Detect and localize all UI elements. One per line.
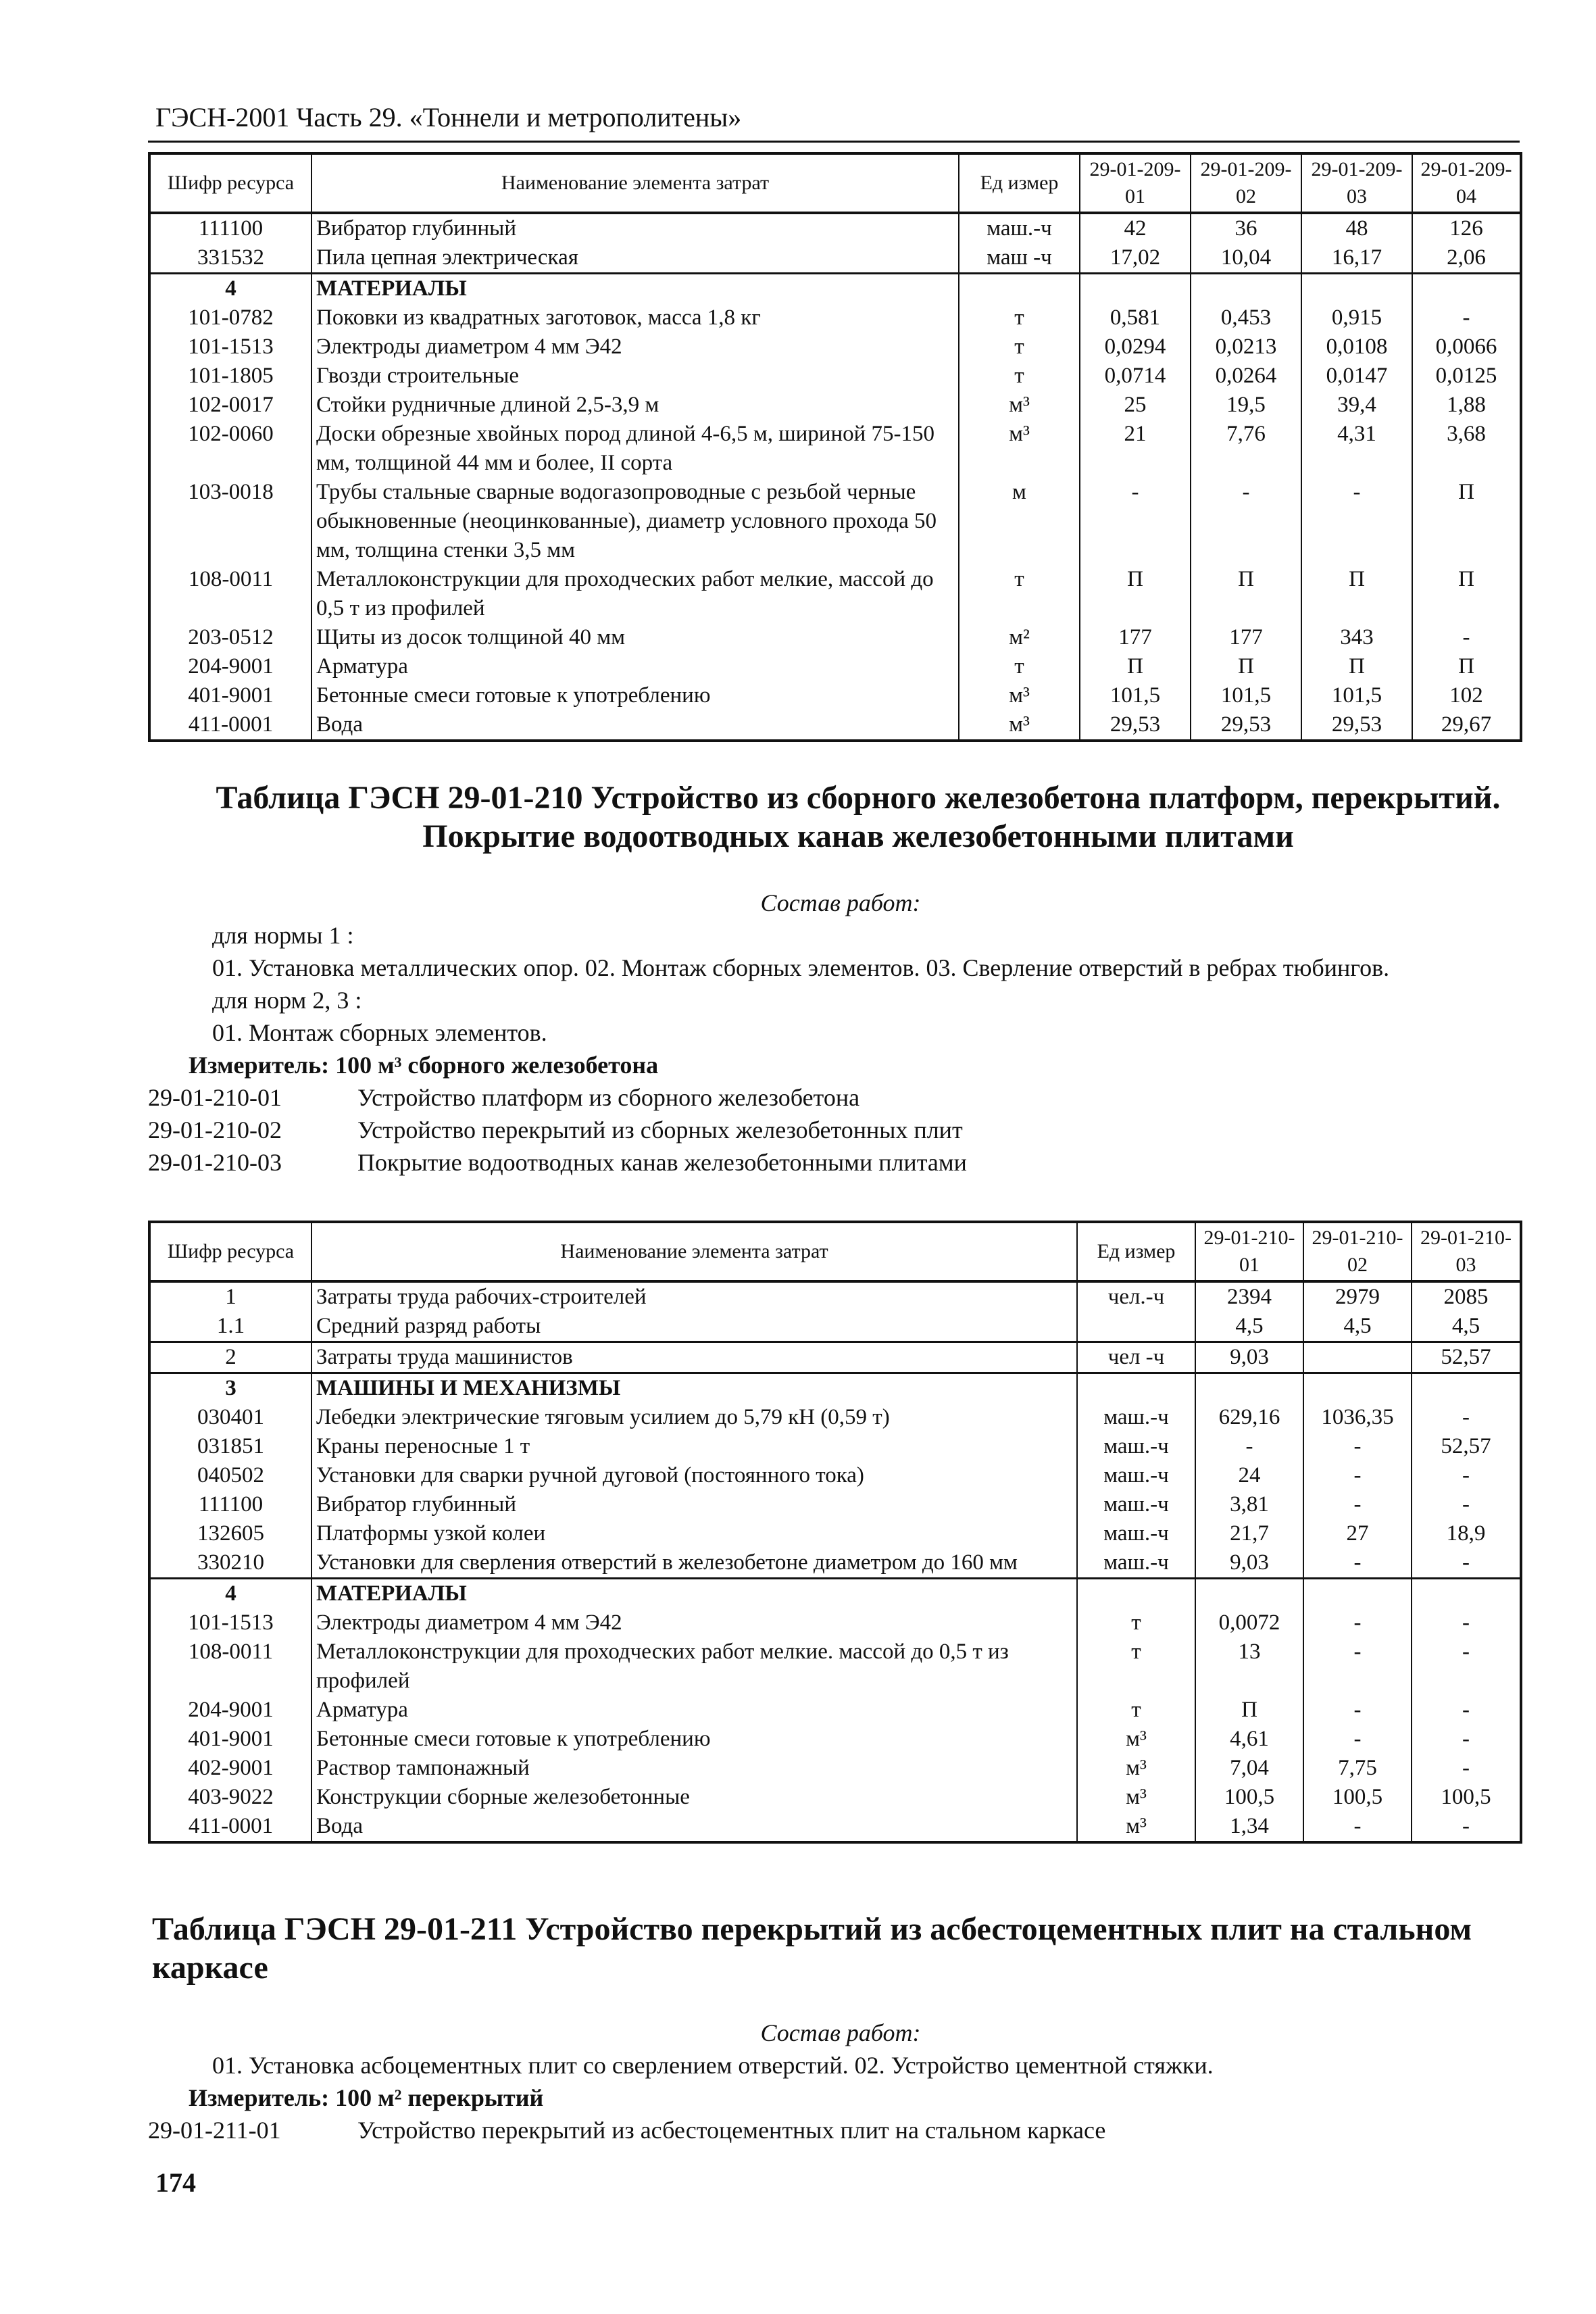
unit: м³ — [959, 681, 1080, 710]
norm-value: - — [1303, 1548, 1412, 1579]
norm-value: 1036,35 — [1303, 1403, 1412, 1432]
column-header: Наименование элемента затрат — [311, 153, 959, 213]
unit — [1077, 1312, 1195, 1342]
column-header: Ед измер — [959, 153, 1080, 213]
table-row — [149, 1432, 1521, 1461]
norm-value: 100,5 — [1195, 1783, 1303, 1812]
table-title-29-01-211: Таблица ГЭСН 29-01-211 Устройство перекрытий из асбестоцементных плит на стальном каркасе — [152, 1911, 1472, 1986]
cost-element-name: Бетонные смеси готовые к употреблению — [311, 1725, 1077, 1754]
work-text: 01. Установка асбоцементных плит со сверлением отверстий. 02. Устройство цементной стяжки. — [212, 2052, 1214, 2079]
norm-value: 2,06 — [1412, 243, 1521, 274]
column-header: 29-01-209-04 — [1412, 153, 1521, 213]
norm-value: 4,61 — [1195, 1725, 1303, 1754]
resource-code: 101-1513 — [149, 1608, 311, 1638]
unit: маш.-ч — [959, 213, 1080, 243]
norm-value — [1303, 1342, 1412, 1373]
norm-value: 9,03 — [1195, 1548, 1303, 1579]
section-29-01-210-description — [148, 887, 1533, 1179]
column-header: 29-01-210-03 — [1412, 1222, 1521, 1281]
norm-value: 0,0714 — [1080, 362, 1191, 391]
norm-value — [1195, 1373, 1303, 1404]
unit: т — [959, 565, 1080, 623]
column-header: 29-01-210-01 — [1195, 1222, 1303, 1281]
table-29-01-210 — [148, 1221, 1522, 1844]
table-row — [149, 478, 1521, 565]
resource-code: 4 — [149, 1579, 311, 1609]
header-row — [149, 153, 1521, 213]
table-row — [149, 1461, 1521, 1490]
table-row — [149, 1725, 1521, 1754]
unit: м³ — [1077, 1754, 1195, 1783]
table-row — [149, 1342, 1521, 1373]
norm-value: 21 — [1080, 420, 1191, 478]
column-header: 29-01-210-02 — [1303, 1222, 1412, 1281]
norm-value: 0,915 — [1301, 303, 1412, 333]
norm-value: П — [1191, 652, 1301, 681]
norm-value: 0,0066 — [1412, 333, 1521, 362]
table-row — [149, 1608, 1521, 1638]
cost-element-name: Затраты труда рабочих-строителей — [311, 1281, 1077, 1312]
table-row — [149, 420, 1521, 478]
norm-value: 101,5 — [1301, 681, 1412, 710]
section-heading-row — [149, 1373, 1521, 1404]
norm-name: Устройство перекрытий из сборных железобетонных плит — [357, 1116, 963, 1143]
norm-code: 29-01-210-02 — [148, 1116, 282, 1143]
resource-code: 031851 — [149, 1432, 311, 1461]
norm-value — [1412, 274, 1521, 304]
cost-element-name: Установки для сверления отверстий в железобетоне диаметром до 160 мм — [311, 1548, 1077, 1579]
norm-value: 343 — [1301, 623, 1412, 652]
norm-value: 4,5 — [1412, 1312, 1521, 1342]
norm-value: 100,5 — [1412, 1783, 1521, 1812]
section-heading-row — [149, 274, 1521, 304]
table-row — [149, 391, 1521, 420]
column-header: Наименование элемента затрат — [311, 1222, 1077, 1281]
norm-value — [1191, 274, 1301, 304]
norm-value: 24 — [1195, 1461, 1303, 1490]
resource-code: 411-0001 — [149, 1812, 311, 1842]
resource-code: 111100 — [149, 1490, 311, 1519]
resource-code: 1.1 — [149, 1312, 311, 1342]
unit: м³ — [1077, 1783, 1195, 1812]
norm-value: 17,02 — [1080, 243, 1191, 274]
cost-element-name: Трубы стальные сварные водогазопроводные с резьбой черные обыкновенные (неоцинкованные), диаметр условного прохода 50 мм, толщина стенки 3,5 мм — [311, 478, 959, 565]
unit: м³ — [959, 420, 1080, 478]
unit: м³ — [1077, 1812, 1195, 1842]
section-heading-row — [149, 1579, 1521, 1609]
norm-value: - — [1303, 1696, 1412, 1725]
resource-code: 102-0060 — [149, 420, 311, 478]
norm-value: 4,31 — [1301, 420, 1412, 478]
norm-value: 2979 — [1303, 1281, 1412, 1312]
norm-value: - — [1303, 1638, 1412, 1696]
resource-code: 111100 — [149, 213, 311, 243]
norm-value: 39,4 — [1301, 391, 1412, 420]
resource-code: 103-0018 — [149, 478, 311, 565]
norm23-text: 01. Монтаж сборных элементов. — [212, 1019, 547, 1046]
norm-name: Покрытие водоотводных канав железобетонными плитами — [357, 1149, 967, 1176]
column-header: 29-01-209-03 — [1301, 153, 1412, 213]
cost-element-name: Пила цепная электрическая — [311, 243, 959, 274]
norm-value: - — [1412, 1490, 1521, 1519]
unit: т — [959, 333, 1080, 362]
norm1-label: для нормы 1 : — [212, 922, 354, 949]
norm-code: 29-01-210-03 — [148, 1149, 282, 1176]
table-row — [149, 1754, 1521, 1783]
cost-element-name: Арматура — [311, 652, 959, 681]
table-row — [149, 243, 1521, 274]
unit: маш.-ч — [1077, 1519, 1195, 1548]
norm-value: 0,0108 — [1301, 333, 1412, 362]
table-row — [149, 213, 1521, 243]
resource-code: 108-0011 — [149, 1638, 311, 1696]
cost-element-name: Арматура — [311, 1696, 1077, 1725]
cost-element-name: Платформы узкой колеи — [311, 1519, 1077, 1548]
norm-value: 101,5 — [1191, 681, 1301, 710]
table-row — [149, 652, 1521, 681]
norm-value: 52,57 — [1412, 1432, 1521, 1461]
norm-value: 7,76 — [1191, 420, 1301, 478]
table-row — [149, 1783, 1521, 1812]
cost-element-name: Металлоконструкции для проходческих работ мелкие. массой до 0,5 т из профилей — [311, 1638, 1077, 1696]
unit: м — [959, 478, 1080, 565]
cost-element-name: Электроды диаметром 4 мм Э42 — [311, 1608, 1077, 1638]
cost-element-name: Вода — [311, 1812, 1077, 1842]
table-row — [149, 623, 1521, 652]
norm-value: 0,0125 — [1412, 362, 1521, 391]
resource-code: 132605 — [149, 1519, 311, 1548]
norm-value: 7,75 — [1303, 1754, 1412, 1783]
column-header: Шифр ресурса — [149, 153, 311, 213]
running-header: ГЭСН-2001 Часть 29. «Тоннели и метрополитены» — [155, 102, 742, 132]
norm-value: 3,68 — [1412, 420, 1521, 478]
norm-value: - — [1412, 623, 1521, 652]
cost-element-name: Металлоконструкции для проходческих работ мелкие, массой до 0,5 т из профилей — [311, 565, 959, 623]
cost-element-name: Доски обрезные хвойных пород длиной 4-6,5 м, шириной 75-150 мм, толщиной 44 мм и более, II сорта — [311, 420, 959, 478]
resource-code: 040502 — [149, 1461, 311, 1490]
norm-value: 27 — [1303, 1519, 1412, 1548]
norm-value: - — [1303, 1725, 1412, 1754]
norm-value: - — [1412, 1638, 1521, 1696]
norm-value: 0,0213 — [1191, 333, 1301, 362]
page-number: 174 — [155, 2167, 196, 2198]
norm-value: 2085 — [1412, 1281, 1521, 1312]
section-29-01-211-description — [148, 2017, 1533, 2146]
norm-value: 9,03 — [1195, 1342, 1303, 1373]
unit: т — [959, 652, 1080, 681]
cost-element-name: Вибратор глубинный — [311, 213, 959, 243]
norm-value: 0,0264 — [1191, 362, 1301, 391]
resource-code: 204-9001 — [149, 1696, 311, 1725]
norm-value — [1080, 274, 1191, 304]
norm-value: - — [1412, 1608, 1521, 1638]
column-header: Шифр ресурса — [149, 1222, 311, 1281]
resource-code: 401-9001 — [149, 1725, 311, 1754]
norm-value — [1412, 1373, 1521, 1404]
norm-value: П — [1412, 478, 1521, 565]
norm1-text: 01. Установка металлических опор. 02. Монтаж сборных элементов. 03. Сверление отверстий в ребрах тюбингов. — [212, 954, 1390, 981]
unit: маш.-ч — [1077, 1403, 1195, 1432]
unit: т — [959, 303, 1080, 333]
norm-value: П — [1301, 652, 1412, 681]
unit — [1077, 1373, 1195, 1404]
norm-value: 629,16 — [1195, 1403, 1303, 1432]
resource-code: 411-0001 — [149, 710, 311, 741]
norm-value: 25 — [1080, 391, 1191, 420]
norm-value: П — [1191, 565, 1301, 623]
norm-item — [148, 1114, 1533, 1146]
norm-value: - — [1412, 1548, 1521, 1579]
norm-value: 52,57 — [1412, 1342, 1521, 1373]
cost-element-name: Электроды диаметром 4 мм Э42 — [311, 333, 959, 362]
norm-value: П — [1301, 565, 1412, 623]
norm-value: 102 — [1412, 681, 1521, 710]
resource-code: 4 — [149, 274, 311, 304]
norm-value: - — [1195, 1432, 1303, 1461]
resource-code: 1 — [149, 1281, 311, 1312]
norm23-label: для норм 2, 3 : — [212, 987, 362, 1014]
unit: м³ — [959, 710, 1080, 741]
resource-code: 101-1805 — [149, 362, 311, 391]
column-header: 29-01-209-02 — [1191, 153, 1301, 213]
norm-value: - — [1412, 1461, 1521, 1490]
table-row — [149, 333, 1521, 362]
norm-value: 126 — [1412, 213, 1521, 243]
cost-element-name: Бетонные смеси готовые к употреблению — [311, 681, 959, 710]
table-row — [149, 681, 1521, 710]
cost-element-name: Лебедки электрические тяговым усилием до 5,79 кН (0,59 т) — [311, 1403, 1077, 1432]
resource-code: 2 — [149, 1342, 311, 1373]
cost-element-name: Средний разряд работы — [311, 1312, 1077, 1342]
table-row — [149, 303, 1521, 333]
resource-code: 101-0782 — [149, 303, 311, 333]
norm-value: 19,5 — [1191, 391, 1301, 420]
unit: маш.-ч — [1077, 1432, 1195, 1461]
norm-value: П — [1195, 1696, 1303, 1725]
resource-code: 3 — [149, 1373, 311, 1404]
header-row — [149, 1222, 1521, 1281]
table-row — [149, 1312, 1521, 1342]
norm-value: 0,581 — [1080, 303, 1191, 333]
norm-value: 16,17 — [1301, 243, 1412, 274]
norm-item — [148, 1081, 1533, 1114]
cost-element-name: Гвозди строительные — [311, 362, 959, 391]
unit: маш -ч — [959, 243, 1080, 274]
norm-item — [148, 1146, 1533, 1179]
cost-element-name: МАТЕРИАЛЫ — [311, 274, 959, 304]
cost-element-name: Конструкции сборные железобетонные — [311, 1783, 1077, 1812]
norm-value — [1412, 1579, 1521, 1609]
resource-code: 402-9001 — [149, 1754, 311, 1783]
unit: чел -ч — [1077, 1342, 1195, 1373]
resource-code: 030401 — [149, 1403, 311, 1432]
unit: т — [959, 362, 1080, 391]
column-header: 29-01-209-01 — [1080, 153, 1191, 213]
norm-value — [1303, 1579, 1412, 1609]
unit — [1077, 1579, 1195, 1609]
norm-value: 42 — [1080, 213, 1191, 243]
unit: м³ — [1077, 1725, 1195, 1754]
norm-value: 0,0147 — [1301, 362, 1412, 391]
norm-value: П — [1080, 565, 1191, 623]
unit: т — [1077, 1608, 1195, 1638]
resource-code: 108-0011 — [149, 565, 311, 623]
norm-value: 0,0294 — [1080, 333, 1191, 362]
norm-name: Устройство перекрытий из асбестоцементных плит на стальном каркасе — [357, 2117, 1106, 2144]
norm-value: 1,34 — [1195, 1812, 1303, 1842]
norm-value: - — [1412, 1696, 1521, 1725]
norm-value: 7,04 — [1195, 1754, 1303, 1783]
table-row — [149, 1519, 1521, 1548]
norm-value: 2394 — [1195, 1281, 1303, 1312]
cost-element-name: Стойки рудничные длиной 2,5-3,9 м — [311, 391, 959, 420]
norm-value — [1303, 1373, 1412, 1404]
cost-element-name: Затраты труда машинистов — [311, 1342, 1077, 1373]
norm-value: - — [1303, 1432, 1412, 1461]
norm-code: 29-01-210-01 — [148, 1084, 282, 1111]
norm-value: - — [1303, 1490, 1412, 1519]
norm-value: - — [1080, 478, 1191, 565]
norm-value: - — [1303, 1461, 1412, 1490]
table-title-29-01-210: Таблица ГЭСН 29-01-210 Устройство из сборного железобетона платформ, перекрытий. Покрытие водоотводных канав железобетонными плитами — [216, 780, 1501, 854]
table-29-01-209-continued — [148, 152, 1522, 742]
norm-value: 100,5 — [1303, 1783, 1412, 1812]
table-row — [149, 1403, 1521, 1432]
norm-value: П — [1412, 652, 1521, 681]
resource-code: 101-1513 — [149, 333, 311, 362]
table-row — [149, 1548, 1521, 1579]
unit: маш.-ч — [1077, 1548, 1195, 1579]
norm-value: 13 — [1195, 1638, 1303, 1696]
table-row — [149, 362, 1521, 391]
norm-name: Устройство платформ из сборного железобетона — [357, 1084, 860, 1111]
unit: маш.-ч — [1077, 1461, 1195, 1490]
norm-value: П — [1080, 652, 1191, 681]
norm-value: 1,88 — [1412, 391, 1521, 420]
resource-code: 330210 — [149, 1548, 311, 1579]
norm-value: 4,5 — [1303, 1312, 1412, 1342]
norm-value: 3,81 — [1195, 1490, 1303, 1519]
cost-element-name: Поковки из квадратных заготовок, масса 1,8 кг — [311, 303, 959, 333]
norm-value — [1195, 1579, 1303, 1609]
resource-code: 403-9022 — [149, 1783, 311, 1812]
meter: Измеритель: 100 м² перекрытий — [189, 2084, 544, 2111]
norm-value: 18,9 — [1412, 1519, 1521, 1548]
norm-value: 101,5 — [1080, 681, 1191, 710]
cost-element-name: Установки для сварки ручной дуговой (постоянного тока) — [311, 1461, 1077, 1490]
unit: м² — [959, 623, 1080, 652]
norm-value: - — [1412, 1754, 1521, 1783]
norm-value: 0,0072 — [1195, 1608, 1303, 1638]
cost-element-name: Вибратор глубинный — [311, 1490, 1077, 1519]
table-row — [149, 1638, 1521, 1696]
unit: т — [1077, 1638, 1195, 1696]
norm-value: 29,53 — [1301, 710, 1412, 741]
norm-value: 29,53 — [1080, 710, 1191, 741]
resource-code: 401-9001 — [149, 681, 311, 710]
resource-code: 204-9001 — [149, 652, 311, 681]
norm-value: 36 — [1191, 213, 1301, 243]
unit: чел.-ч — [1077, 1281, 1195, 1312]
norm-item — [148, 2114, 1533, 2146]
norm-value: 177 — [1191, 623, 1301, 652]
norm-value: 4,5 — [1195, 1312, 1303, 1342]
norm-value: - — [1412, 1403, 1521, 1432]
meter: Измеритель: 100 м³ сборного железобетона — [189, 1052, 659, 1079]
cost-element-name: Щиты из досок толщиной 40 мм — [311, 623, 959, 652]
norm-value: 21,7 — [1195, 1519, 1303, 1548]
unit: м³ — [959, 391, 1080, 420]
norm-value: - — [1303, 1608, 1412, 1638]
unit: маш.-ч — [1077, 1490, 1195, 1519]
resource-code: 331532 — [149, 243, 311, 274]
cost-element-name: Краны переносные 1 т — [311, 1432, 1077, 1461]
norm-value: - — [1412, 303, 1521, 333]
cost-element-name: МАШИНЫ И МЕХАНИЗМЫ — [311, 1373, 1077, 1404]
norm-value: 29,67 — [1412, 710, 1521, 741]
norm-value: П — [1412, 565, 1521, 623]
header-divider — [148, 141, 1520, 143]
norm-value: 10,04 — [1191, 243, 1301, 274]
norm-value — [1301, 274, 1412, 304]
unit — [959, 274, 1080, 304]
cost-element-name: Раствор тампонажный — [311, 1754, 1077, 1783]
cost-element-name: Вода — [311, 710, 959, 741]
resource-code: 203-0512 — [149, 623, 311, 652]
norm-value: 177 — [1080, 623, 1191, 652]
norm-value: - — [1191, 478, 1301, 565]
table-row — [149, 1812, 1521, 1842]
work-composition-label: Состав работ: — [760, 2019, 921, 2046]
table-row — [149, 1281, 1521, 1312]
norm-value: - — [1301, 478, 1412, 565]
norm-value: 0,453 — [1191, 303, 1301, 333]
work-composition-label: Состав работ: — [760, 889, 921, 916]
table-row — [149, 710, 1521, 741]
table-row — [149, 565, 1521, 623]
norm-value: - — [1412, 1725, 1521, 1754]
table-row — [149, 1490, 1521, 1519]
table-row — [149, 1696, 1521, 1725]
cost-element-name: МАТЕРИАЛЫ — [311, 1579, 1077, 1609]
resource-code: 102-0017 — [149, 391, 311, 420]
norm-value: 48 — [1301, 213, 1412, 243]
norm-value: - — [1412, 1812, 1521, 1842]
norm-value: 29,53 — [1191, 710, 1301, 741]
norm-code: 29-01-211-01 — [148, 2117, 281, 2144]
unit: т — [1077, 1696, 1195, 1725]
norm-value: - — [1303, 1812, 1412, 1842]
column-header: Ед измер — [1077, 1222, 1195, 1281]
